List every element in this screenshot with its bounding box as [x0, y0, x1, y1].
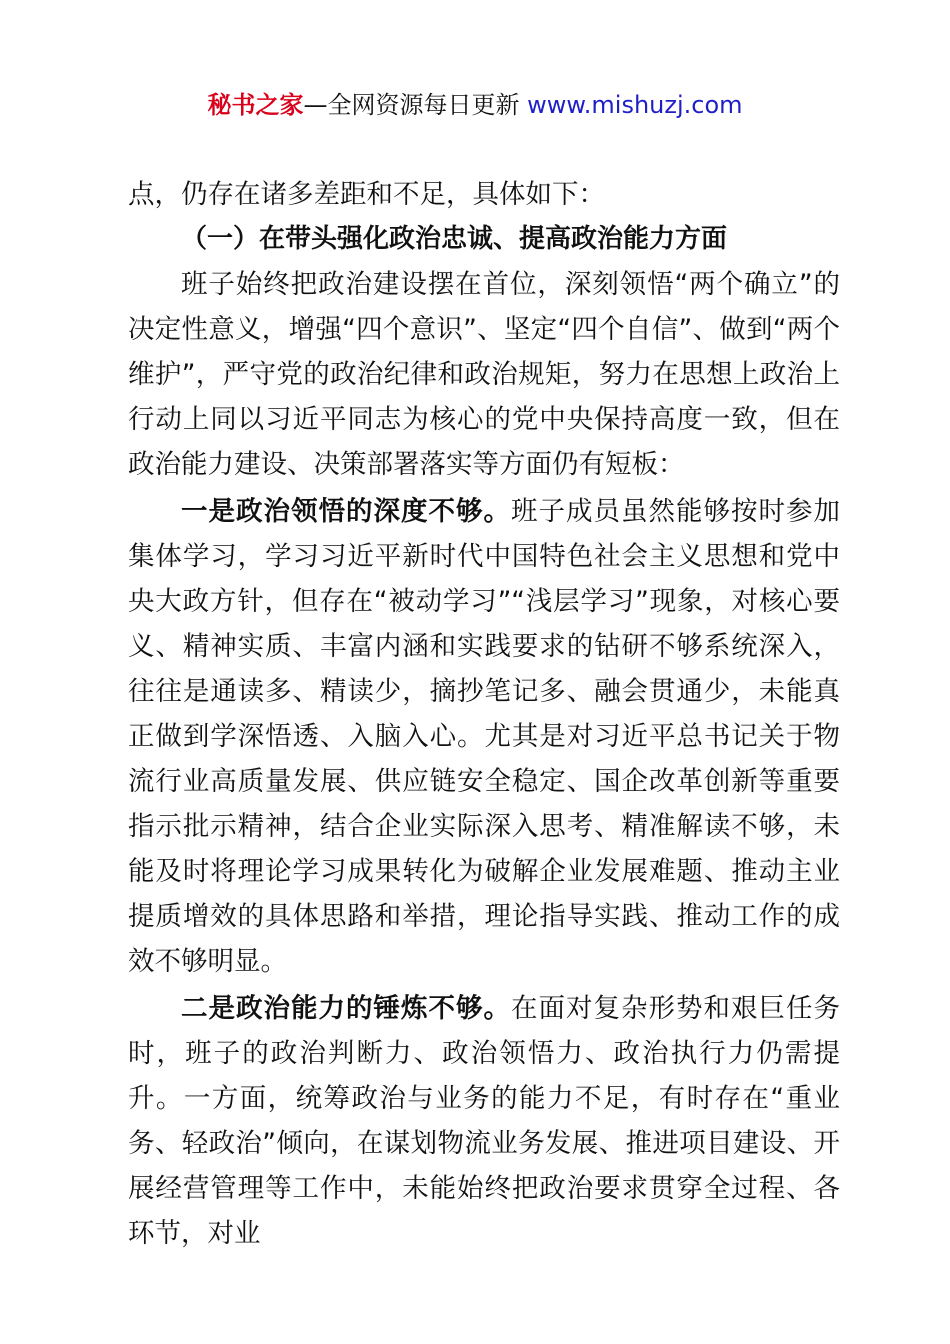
paragraph-lead: 二是政治能力的锤炼不够。 — [181, 993, 511, 1024]
site-header — [0, 88, 950, 122]
paragraph-body: 班子成员虽然能够按时参加集体学习，学习习近平新时代中国特色社会主义思想和党中央大政方针，但存在“被动学习”“浅层学习”现象，对核心要义、精神实质、丰富内涵和实践要求的钻研不够系统深入，往往是通读多、精读少，摘抄笔记多、融会贯通少，未能真正做到学深悟透、入脑入心。尤其是对习近平总书记关于物流行业高质量发展、供应链安全稳定、国企改革创新等重要指示批示精神，结合企业实际深入思考、精准解读不够，未能及时将理论学习成果转化为破解企业发展难题、推动主业提质增效的具体思路和举措，理论指导实践、推动工作的成效不够明显。 — [128, 496, 840, 977]
site-url-link[interactable]: www.mishuzj.com — [527, 91, 743, 119]
brand-name: 秘书之家 — [207, 91, 304, 119]
paragraph-political-capability — [128, 986, 840, 1256]
paragraph-body: 在面对复杂形势和艰巨任务时，班子的政治判断力、政治领悟力、政治执行力仍需提升。一方面，统筹政治与业务的能力不足，有时存在“重业务、轻政治”倾向，在谋划物流业务发展、推进项目建设、开展经营管理等工作中，未能始终把政治要求贯穿全过程、各环节，对业 — [128, 993, 840, 1249]
intro-tail-paragraph: 点，仍存在诸多差距和不足，具体如下： — [128, 179, 605, 210]
paragraph-political-building: 班子始终把政治建设摆在首位，深刻领悟“两个确立”的决定性意义，增强“四个意识”、坚定“四个自信”、做到“两个维护”，严守党的政治纪律和政治规矩，努力在思想上政治上行动上同以习近平同志为核心的党中央保持高度一致，但在政治能力建设、决策部署落实等方面仍有短板： — [128, 269, 840, 480]
document-body — [128, 172, 840, 1256]
header-tagline: —全网资源每日更新 — [303, 91, 528, 119]
section-heading: （一）在带头强化政治忠诚、提高政治能力方面 — [181, 224, 728, 254]
paragraph-lead: 一是政治领悟的深度不够。 — [181, 496, 511, 527]
paragraph-political-understanding — [128, 489, 840, 984]
